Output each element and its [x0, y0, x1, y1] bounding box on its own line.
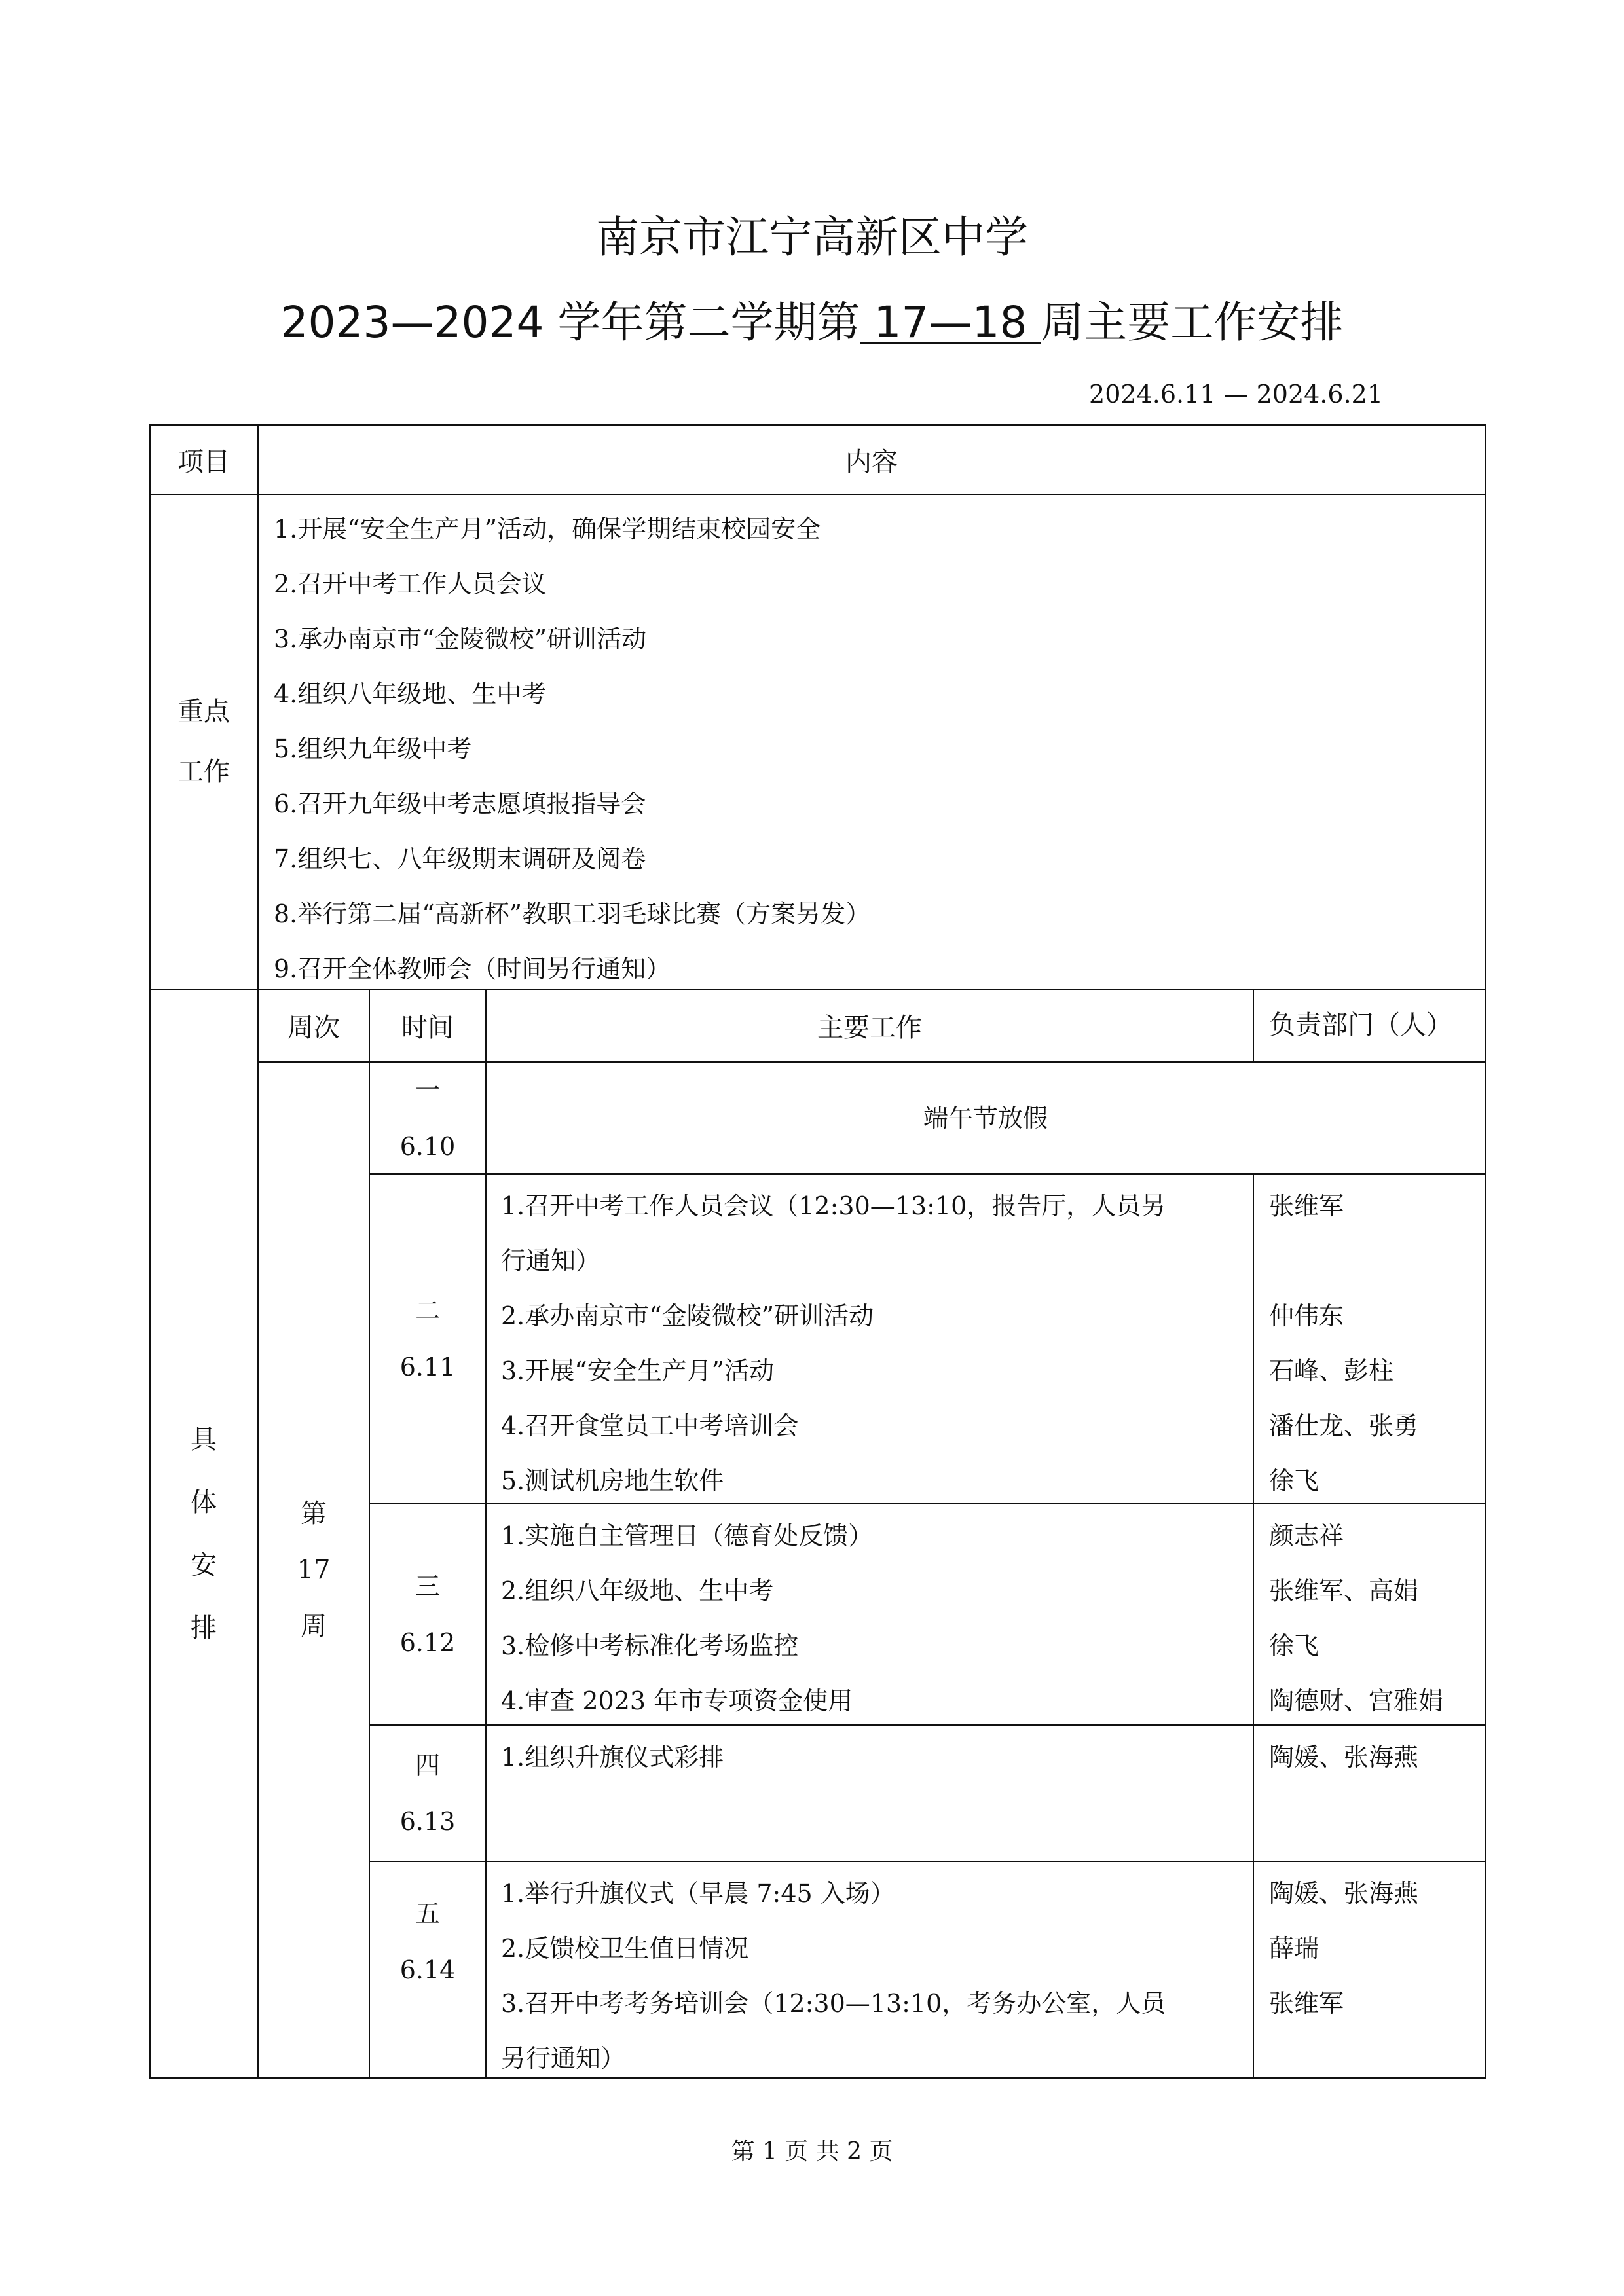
title-prefix: 2023—2024 学年第二学期第 — [280, 297, 860, 348]
page-footer: 第 1 页 共 2 页 — [731, 2138, 893, 2165]
work-item: 3.召开中考考务培训会（12:30—13:10，考务办公室，人员 — [501, 1989, 1166, 2018]
column-header-item: 项目 — [177, 446, 230, 477]
sub-header-week: 周次 — [287, 1013, 340, 1043]
work-item: 4.审查 2023 年市专项资金使用 — [501, 1686, 853, 1715]
dept-list-fri — [1269, 1866, 1482, 2086]
dept-item: 徐飞 — [1269, 1467, 1320, 1495]
work-item: 2.组织八年级地、生中考 — [501, 1576, 774, 1605]
work-item: 4.召开食堂员工中考培训会 — [501, 1412, 799, 1440]
key-work-item: 7.组织七、八年级期末调研及阅卷 — [274, 845, 646, 873]
key-work-item: 9.召开全体教师会（时间另行通知） — [274, 955, 671, 983]
dept-item: 徐飞 — [1269, 1631, 1320, 1660]
work-list-fri — [501, 1866, 1247, 2086]
title-weeks: 17—18 — [860, 297, 1041, 348]
dept-list-tue — [1269, 1178, 1482, 1508]
key-work-item: 5.组织九年级中考 — [274, 735, 472, 763]
work-item: 2.反馈校卫生值日情况 — [501, 1934, 749, 1963]
title-suffix: 周主要工作安排 — [1041, 297, 1344, 348]
dept-item: 张维军 — [1269, 1192, 1344, 1220]
day-cell-thu: 四 6.13 — [399, 1751, 456, 1836]
key-work-item: 2.召开中考工作人员会议 — [274, 570, 547, 598]
work-list-wed — [501, 1508, 1247, 1728]
sub-header-time: 时间 — [401, 1013, 454, 1043]
key-work-item: 1.开展“安全生产月”活动，确保学期结束校园安全 — [274, 515, 821, 543]
day-cell-wed: 三 6.12 — [399, 1572, 456, 1657]
work-item: 5.测试机房地生软件 — [501, 1467, 724, 1495]
key-work-label: 重点 工作 — [177, 697, 230, 787]
work-item: 3.开展“安全生产月”活动 — [501, 1357, 775, 1385]
dept-item: 陶媛、张海燕 — [1269, 1879, 1419, 1908]
work-item: 2.承办南京市“金陵微校”研训活动 — [501, 1302, 874, 1330]
work-item: 1.举行升旗仪式（早晨 7:45 入场） — [501, 1879, 895, 1908]
dept-item: 潘仕龙、张勇 — [1269, 1412, 1419, 1440]
work-item: 1.组织升旗仪式彩排 — [501, 1743, 724, 1772]
schedule-label: 具 体 安 排 — [191, 1424, 217, 1643]
dept-item — [1269, 1233, 1482, 1288]
work-item: 行通知） — [501, 1247, 601, 1275]
column-header-content: 内容 — [845, 446, 898, 477]
dept-item: 石峰、彭柱 — [1269, 1357, 1394, 1385]
dept-item: 颜志祥 — [1269, 1522, 1344, 1550]
date-range: 2024.6.11 — 2024.6.21 — [1089, 380, 1383, 409]
sub-header-work: 主要工作 — [817, 1013, 922, 1043]
schedule-title — [0, 293, 1624, 352]
key-work-item: 3.承办南京市“金陵微校”研训活动 — [274, 625, 647, 653]
key-work-item: 4.组织八年级地、生中考 — [274, 680, 547, 708]
holiday-note: 端午节放假 — [923, 1103, 1048, 1133]
dept-list-thu — [1269, 1730, 1482, 1785]
work-item: 1.实施自主管理日（德育处反馈） — [501, 1522, 874, 1550]
dept-item: 薛瑞 — [1269, 1934, 1320, 1963]
day-cell-fri: 五 6.14 — [399, 1899, 456, 1984]
week-label: 第 17 周 — [297, 1499, 331, 1641]
sub-header-dept: 负责部门（人） — [1269, 1010, 1452, 1040]
dept-item: 陶德财、宫雅娟 — [1269, 1686, 1444, 1715]
dept-item — [1269, 2031, 1482, 2086]
work-item: 3.检修中考标准化考场监控 — [501, 1631, 799, 1660]
dept-item: 张维军、高娟 — [1269, 1576, 1419, 1605]
dept-list-wed — [1269, 1508, 1482, 1728]
dept-item: 陶媛、张海燕 — [1269, 1743, 1419, 1772]
work-list-thu — [501, 1730, 1247, 1785]
dept-item: 仲伟东 — [1269, 1302, 1344, 1330]
school-title: 南京市江宁高新区中学 — [596, 212, 1028, 263]
work-list-tue — [501, 1178, 1247, 1508]
day-cell-tue: 二 6.11 — [399, 1296, 456, 1381]
dept-item: 张维军 — [1269, 1989, 1344, 2018]
work-item: 1.召开中考工作人员会议（12:30—13:10，报告厅，人员另 — [501, 1192, 1166, 1220]
work-item: 另行通知） — [501, 2044, 626, 2073]
key-work-item: 6.召开九年级中考志愿填报指导会 — [274, 790, 646, 818]
key-work-item: 8.举行第二届“高新杯”教职工羽毛球比赛（方案另发） — [274, 900, 871, 928]
day-cell-mon: 一 6.10 — [399, 1075, 456, 1161]
key-work-list — [274, 501, 1472, 996]
